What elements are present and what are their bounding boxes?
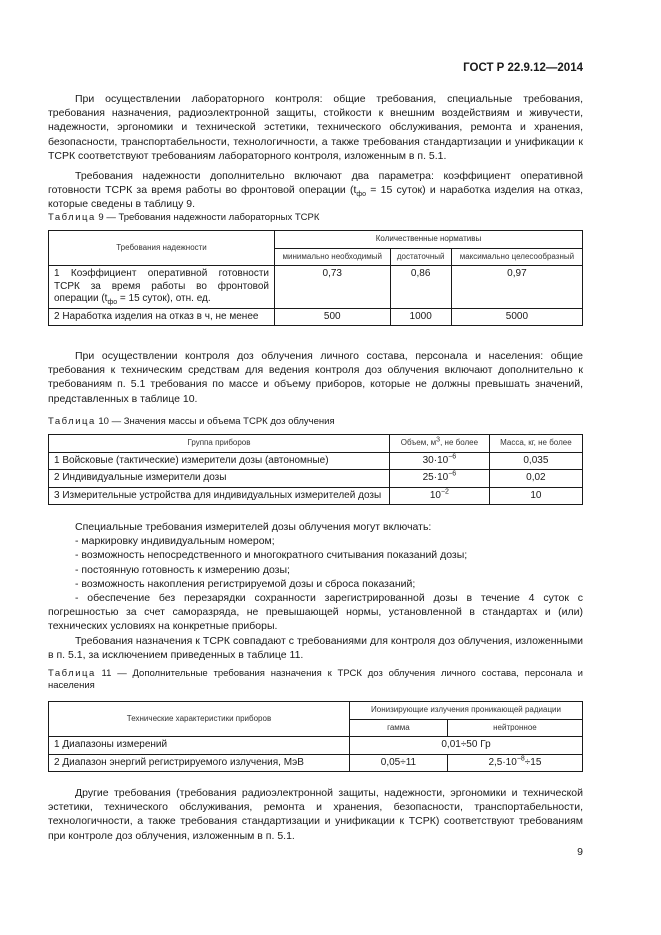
table10-block: [48, 416, 583, 505]
table-row: [49, 308, 583, 326]
paragraph-other-reqs: Другие требования (требования радиоэлектронной защиты, надежности, эргономики и технической эстетики, технического обслуживания, ремонта и хранения, безопасности, транспортабельности, технологичности, а также требования стандартизации и унификации к ТСРК) соответствуют требованиям при контроле доз облучения, изложенным в п. 5.1.: [48, 787, 583, 842]
table9-head-quant: Количественные нормативы: [275, 231, 583, 249]
dose-control-block: [48, 349, 583, 412]
table11: [48, 701, 583, 772]
table10-row2-mass: 0,02: [489, 470, 582, 488]
table-row: [49, 737, 583, 755]
list-item: - постоянную готовность к измерению дозы;: [75, 563, 290, 576]
table9-row2-max: 5000: [451, 308, 582, 326]
table9-head-req: Требования надежности: [49, 231, 275, 266]
table-row: [49, 452, 583, 470]
table11-head-gamma: гамма: [350, 719, 448, 737]
paragraph-special-intro: Специальные требования измерителей дозы облучения могут включать:: [75, 521, 432, 533]
table10-row2-label: 2 Индивидуальные измерители дозы: [49, 470, 390, 488]
paragraph-purpose-reqs: Требования назначения к ТСРК совпадают с требованиями для контроля доз облучения, изложенными в п. 5.1, за исключением приведенных в таблице 11.: [48, 634, 583, 661]
table11-row2-label: 2 Диапазон энергий регистрируемого излучения, МэВ: [49, 754, 350, 772]
table10-row1-volume: $30\cdot 10^{-6}$: [390, 452, 490, 470]
table9-caption: Таблица 9 — Требования надежности лабораторных ТСРК: [48, 212, 320, 223]
list-item: - обеспечение без перезарядки сохранности зарегистрированной дозы в течение 4 суток с погрешностью за счет саморазряда, не превышающей нормы, установленной в стандартах и (или) технических условиях на конкретные приборы.: [48, 592, 583, 633]
table9: [48, 230, 583, 326]
table10-head-volume: Объем, $м^3$, не более: [390, 435, 490, 453]
paragraph-lab-control: При осуществлении лабораторного контроля: общие требования, специальные требования, требования назначения, радиоэлектронной защиты, стойкости к внешним воздействиям и живучести, надежности, эргономики и технической эстетики, технического обслуживания, ремонта и хранения, безопасности, транспортабельности, технологичности, а также требования стандартизации и унификации к ТСРК соответствуют требованиям лабораторного контроля, изложенным в п. 5.1.: [48, 93, 583, 162]
table-row: [49, 470, 583, 488]
page-number: 9: [577, 846, 583, 858]
table9-row1-label: 1 Коэффициент оперативной готовности ТСРК за время работы во фронтовой операции ($t_{фо} = 15$ суток), отн. ед.: [49, 266, 275, 309]
table10-row1-mass: 0,035: [489, 452, 582, 470]
table11-row2-gamma: 0,05÷11: [350, 754, 448, 772]
paragraph-reliability: Требования надежности дополнительно включают два параметра: коэффициент оперативной готовности ТСРК за время работы во фронтовой операции ($t_{фо} = 15$ суток) и наработка изделия на отказ, которые сведены в таблицу 9.: [48, 170, 583, 211]
table11-row1-label: 1 Диапазоны измерений: [49, 737, 350, 755]
table9-row1-min: 0,73: [275, 266, 391, 309]
table-row: [49, 487, 583, 505]
table9-head-min: минимально необходимый: [275, 248, 391, 266]
document-header: ГОСТ Р 22.9.12—2014: [463, 62, 583, 74]
table-row: [49, 754, 583, 772]
table10-head-group: Группа приборов: [49, 435, 390, 453]
list-item: - маркировку индивидуальным номером;: [75, 535, 275, 548]
paragraph-dose-control: При осуществлении контроля доз облучения личного состава, персонала и населения: общие требования к техническим средствам для ведения контроля доз облучения включают дополнительно к требованиям п. 5.1 требования по массе и объему приборов, которые не должны превышать значений, представленных в таблице 10.: [48, 350, 583, 405]
final-block: [48, 786, 583, 849]
table9-row1-max: 0,97: [451, 266, 582, 309]
table11-block: [48, 668, 583, 772]
intro-block: [48, 92, 583, 218]
list-item: - возможность накопления регистрируемой дозы и сброса показаний;: [75, 577, 416, 590]
table11-head-tech: Технические характеристики приборов: [49, 702, 350, 737]
table11-row1-value: 0,01÷50 Гр: [350, 737, 583, 755]
special-requirements-block: [48, 520, 583, 668]
table11-head-ion: Ионизирующие излучения проникающей радиации: [350, 702, 583, 720]
table11-caption: Таблица 11 — Дополнительные требования назначения к ТРСК доз облучения личного состава, персонала и населения: [48, 668, 583, 691]
table11-row2-neutron: $2,5\cdot 10^{-8}\div 15$: [447, 754, 582, 772]
table9-row1-suff: 0,86: [390, 266, 451, 309]
table9-block: [48, 212, 583, 326]
table-row: [49, 266, 583, 309]
table11-head-neutron: нейтронное: [447, 719, 582, 737]
list-item: - возможность непосредственного и многократного считывания показаний дозы;: [75, 549, 468, 562]
table10-row1-label: 1 Войсковые (тактические) измерители дозы (автономные): [49, 452, 390, 470]
table9-row2-min: 500: [275, 308, 391, 326]
table10-row3-label: 3 Измерительные устройства для индивидуальных измерителей дозы: [49, 487, 390, 505]
table10-row3-volume: $10^{-2}$: [390, 487, 490, 505]
table9-row2-label: 2 Наработка изделия на отказ в ч, не менее: [49, 308, 275, 326]
table10-row3-mass: 10: [489, 487, 582, 505]
table10-row2-volume: $25\cdot 10^{-6}$: [390, 470, 490, 488]
table9-head-suff: достаточный: [390, 248, 451, 266]
table10-caption: Таблица 10 — Значения массы и объема ТСРК доз облучения: [48, 416, 335, 427]
table9-row2-suff: 1000: [390, 308, 451, 326]
table10-head-mass: Масса, кг, не более: [489, 435, 582, 453]
table10: [48, 434, 583, 505]
table9-head-max: максимально целесообразный: [451, 248, 582, 266]
